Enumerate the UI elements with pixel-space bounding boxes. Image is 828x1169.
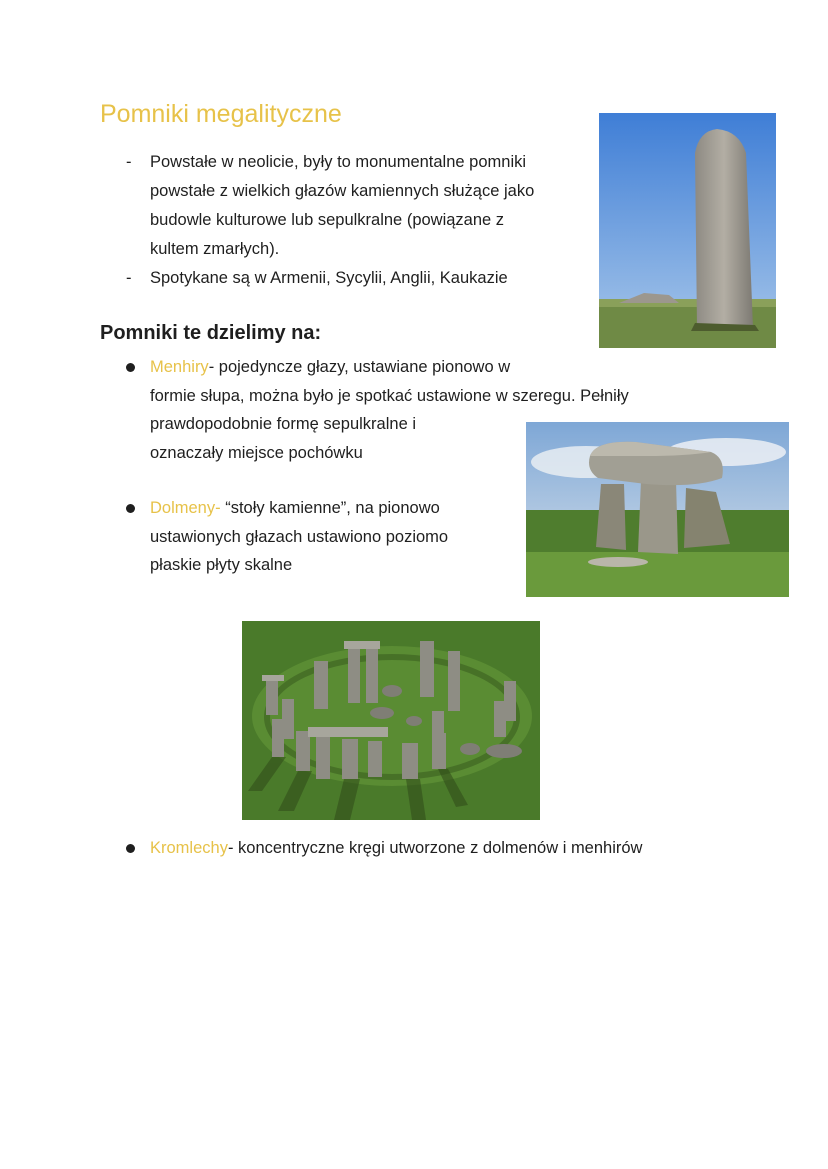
dolmeny-line: ustawionych głazach ustawiono poziomo	[150, 527, 449, 546]
intro-line: budowle kulturowe lub sepulkralne (powiązane z	[150, 211, 505, 229]
menhiry-line: prawdopodobnie formę sepulkralne i	[150, 415, 416, 433]
page-title: Pomniki megalityczne	[100, 100, 342, 128]
kromlechy-definition: - koncentryczne kręgi utworzone z dolmenów i menhirów	[227, 839, 643, 857]
intro-list	[100, 148, 580, 293]
intro-line: powstałe z wielkich głazów kamiennych służące jako	[150, 182, 535, 200]
dolmen-illustration	[526, 422, 789, 597]
menhir-illustration	[599, 113, 776, 348]
menhir-photo	[599, 113, 776, 348]
intro-item-neolithic	[100, 148, 580, 264]
bullet-dot-icon	[126, 504, 135, 513]
stonehenge-photo	[242, 621, 540, 820]
intro-line: Powstałe w neolicie, były to monumentalne pomniki	[150, 153, 527, 171]
dolmeny-definition: “stoły kamienne”, na pionowo	[220, 499, 440, 517]
intro-line: kultem zmarłych).	[150, 240, 280, 258]
term-kromlechy: Kromlechy	[150, 839, 228, 857]
dolmen-photo	[526, 422, 789, 597]
intro-line: Spotykane są w Armenii, Sycylii, Anglii, Kaukazie	[150, 269, 508, 287]
bullet-dot-icon	[126, 363, 135, 372]
menhiry-definition: - pojedyncze głazy, ustawiane pionowo w	[208, 358, 511, 376]
kromlechy-first-line	[150, 834, 642, 863]
menhiry-line: formie słupa, można było je spotkać ustawione w szeregu. Pełniły	[150, 386, 629, 405]
dash-marker: -	[126, 269, 132, 287]
dolmeny-line: płaskie płyty skalne	[150, 556, 293, 574]
term-menhiry: Menhiry	[150, 358, 209, 376]
bullet-dot-icon	[126, 844, 135, 853]
menhiry-line: oznaczały miejsce pochówku	[150, 443, 363, 462]
section-subtitle: Pomniki te dzielimy na:	[100, 322, 322, 344]
intro-item-locations	[100, 264, 580, 293]
menhiry-first-line	[150, 353, 629, 382]
stonehenge-illustration	[242, 621, 540, 820]
dolmeny-first-line	[150, 494, 448, 523]
dash-marker: -	[126, 153, 132, 171]
term-dolmeny: Dolmeny-	[150, 499, 221, 517]
